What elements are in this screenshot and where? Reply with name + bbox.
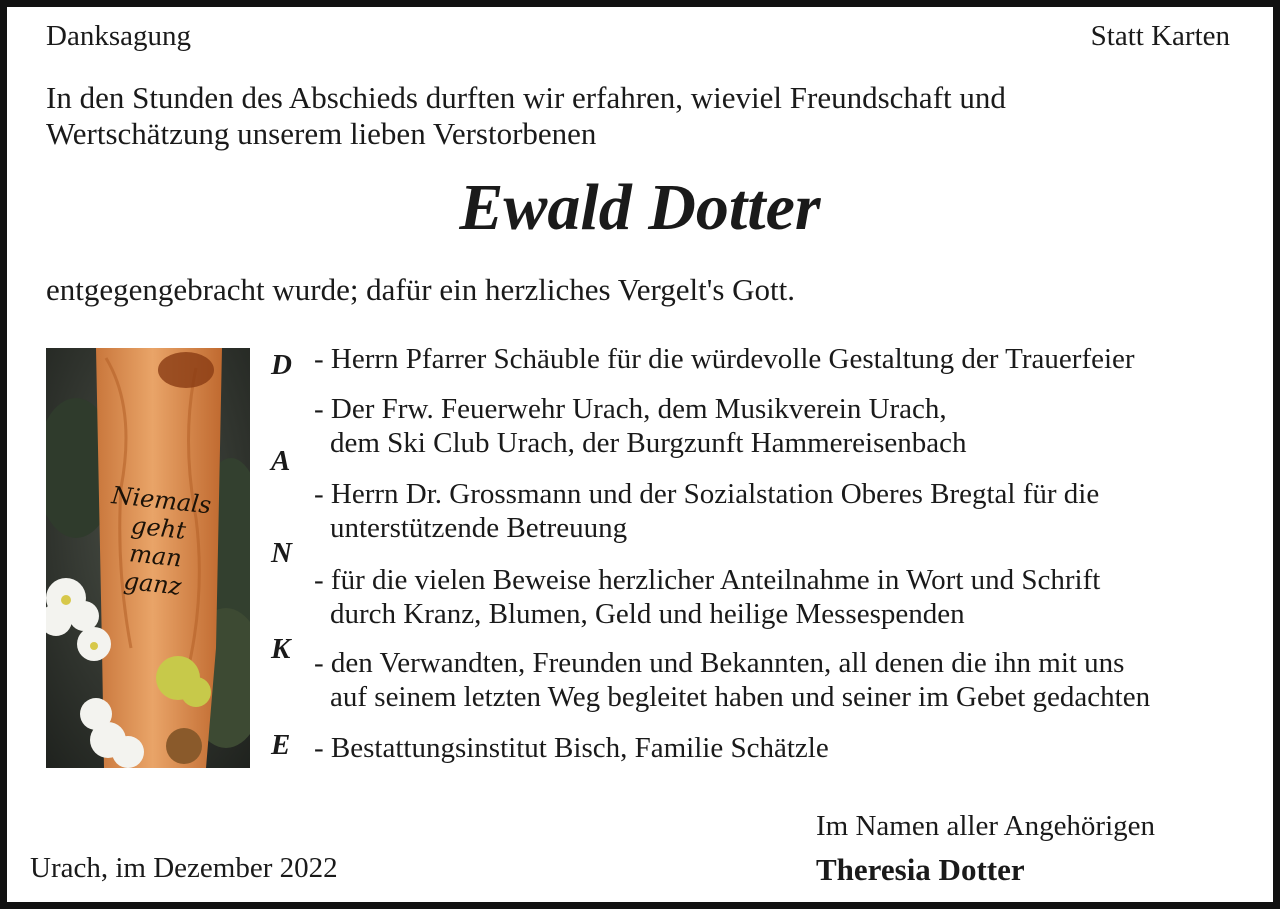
- danke-letter-k: K: [271, 633, 291, 665]
- danke-letter-a: A: [271, 445, 291, 477]
- thanks-item-line: durch Kranz, Blumen, Geld und heilige Messespenden: [330, 598, 965, 630]
- thanks-item-line: - den Verwandten, Freunden und Bekannten, all denen die ihn mit uns: [314, 647, 1125, 679]
- danke-letter-d: D: [271, 349, 292, 381]
- inscription-line: Niemals: [110, 481, 213, 520]
- intro-text: [46, 80, 1232, 152]
- thanks-item-anteilnahme: [314, 563, 1100, 631]
- thanks-item-bestattung: [314, 731, 829, 765]
- header-statt-karten: Statt Karten: [1090, 20, 1230, 52]
- thanks-item-line: unterstützende Betreuung: [330, 512, 628, 544]
- danke-letter-e: E: [271, 729, 291, 761]
- thanks-item-vereine: [314, 392, 967, 460]
- memorial-photo: [46, 348, 250, 768]
- thanks-item-line: auf seinem letzten Weg begleitet haben und seiner im Gebet gedachten: [330, 681, 1151, 713]
- signer-name: Theresia Dotter: [816, 852, 1025, 887]
- closing-phrase: Im Namen aller Angehörigen: [816, 810, 1156, 842]
- thanks-item-line: - Der Frw. Feuerwehr Urach, dem Musikverein Urach,: [314, 393, 947, 425]
- intro-line-1: In den Stunden des Abschieds durften wir erfahren, wieviel Freundschaft und: [46, 80, 1006, 115]
- inscription-line: man: [127, 539, 184, 573]
- inscription-line: geht: [129, 511, 188, 545]
- deceased-name: Ewald Dotter: [459, 171, 821, 244]
- thanks-item-line: - für die vielen Beweise herzlicher Anteilnahme in Wort und Schrift: [314, 564, 1101, 596]
- thanks-item-betreuung: [314, 477, 1099, 545]
- danke-letter-n: N: [271, 537, 292, 569]
- thanks-item-line: - Herrn Pfarrer Schäuble für die würdevolle Gestaltung der Trauerfeier: [314, 343, 1135, 375]
- thanks-sentence: entgegengebracht wurde; dafür ein herzliches Vergelt's Gott.: [46, 272, 796, 307]
- thanks-item-line: - Bestattungsinstitut Bisch, Familie Schätzle: [314, 732, 829, 764]
- place-date: Urach, im Dezember 2022: [30, 852, 338, 884]
- thanks-item-verwandte: [314, 646, 1150, 714]
- cross-inscription: [96, 481, 217, 604]
- intro-line-2: Wertschätzung unserem lieben Verstorbenen: [46, 116, 597, 151]
- thanks-item-line: dem Ski Club Urach, der Burgzunft Hammereisenbach: [330, 427, 967, 459]
- inscription-line: ganz: [122, 566, 183, 601]
- thanks-item-pfarrer: [314, 342, 1135, 376]
- header-danksagung: Danksagung: [46, 20, 191, 52]
- thanks-item-line: - Herrn Dr. Grossmann und der Sozialstation Oberes Bregtal für die: [314, 478, 1100, 510]
